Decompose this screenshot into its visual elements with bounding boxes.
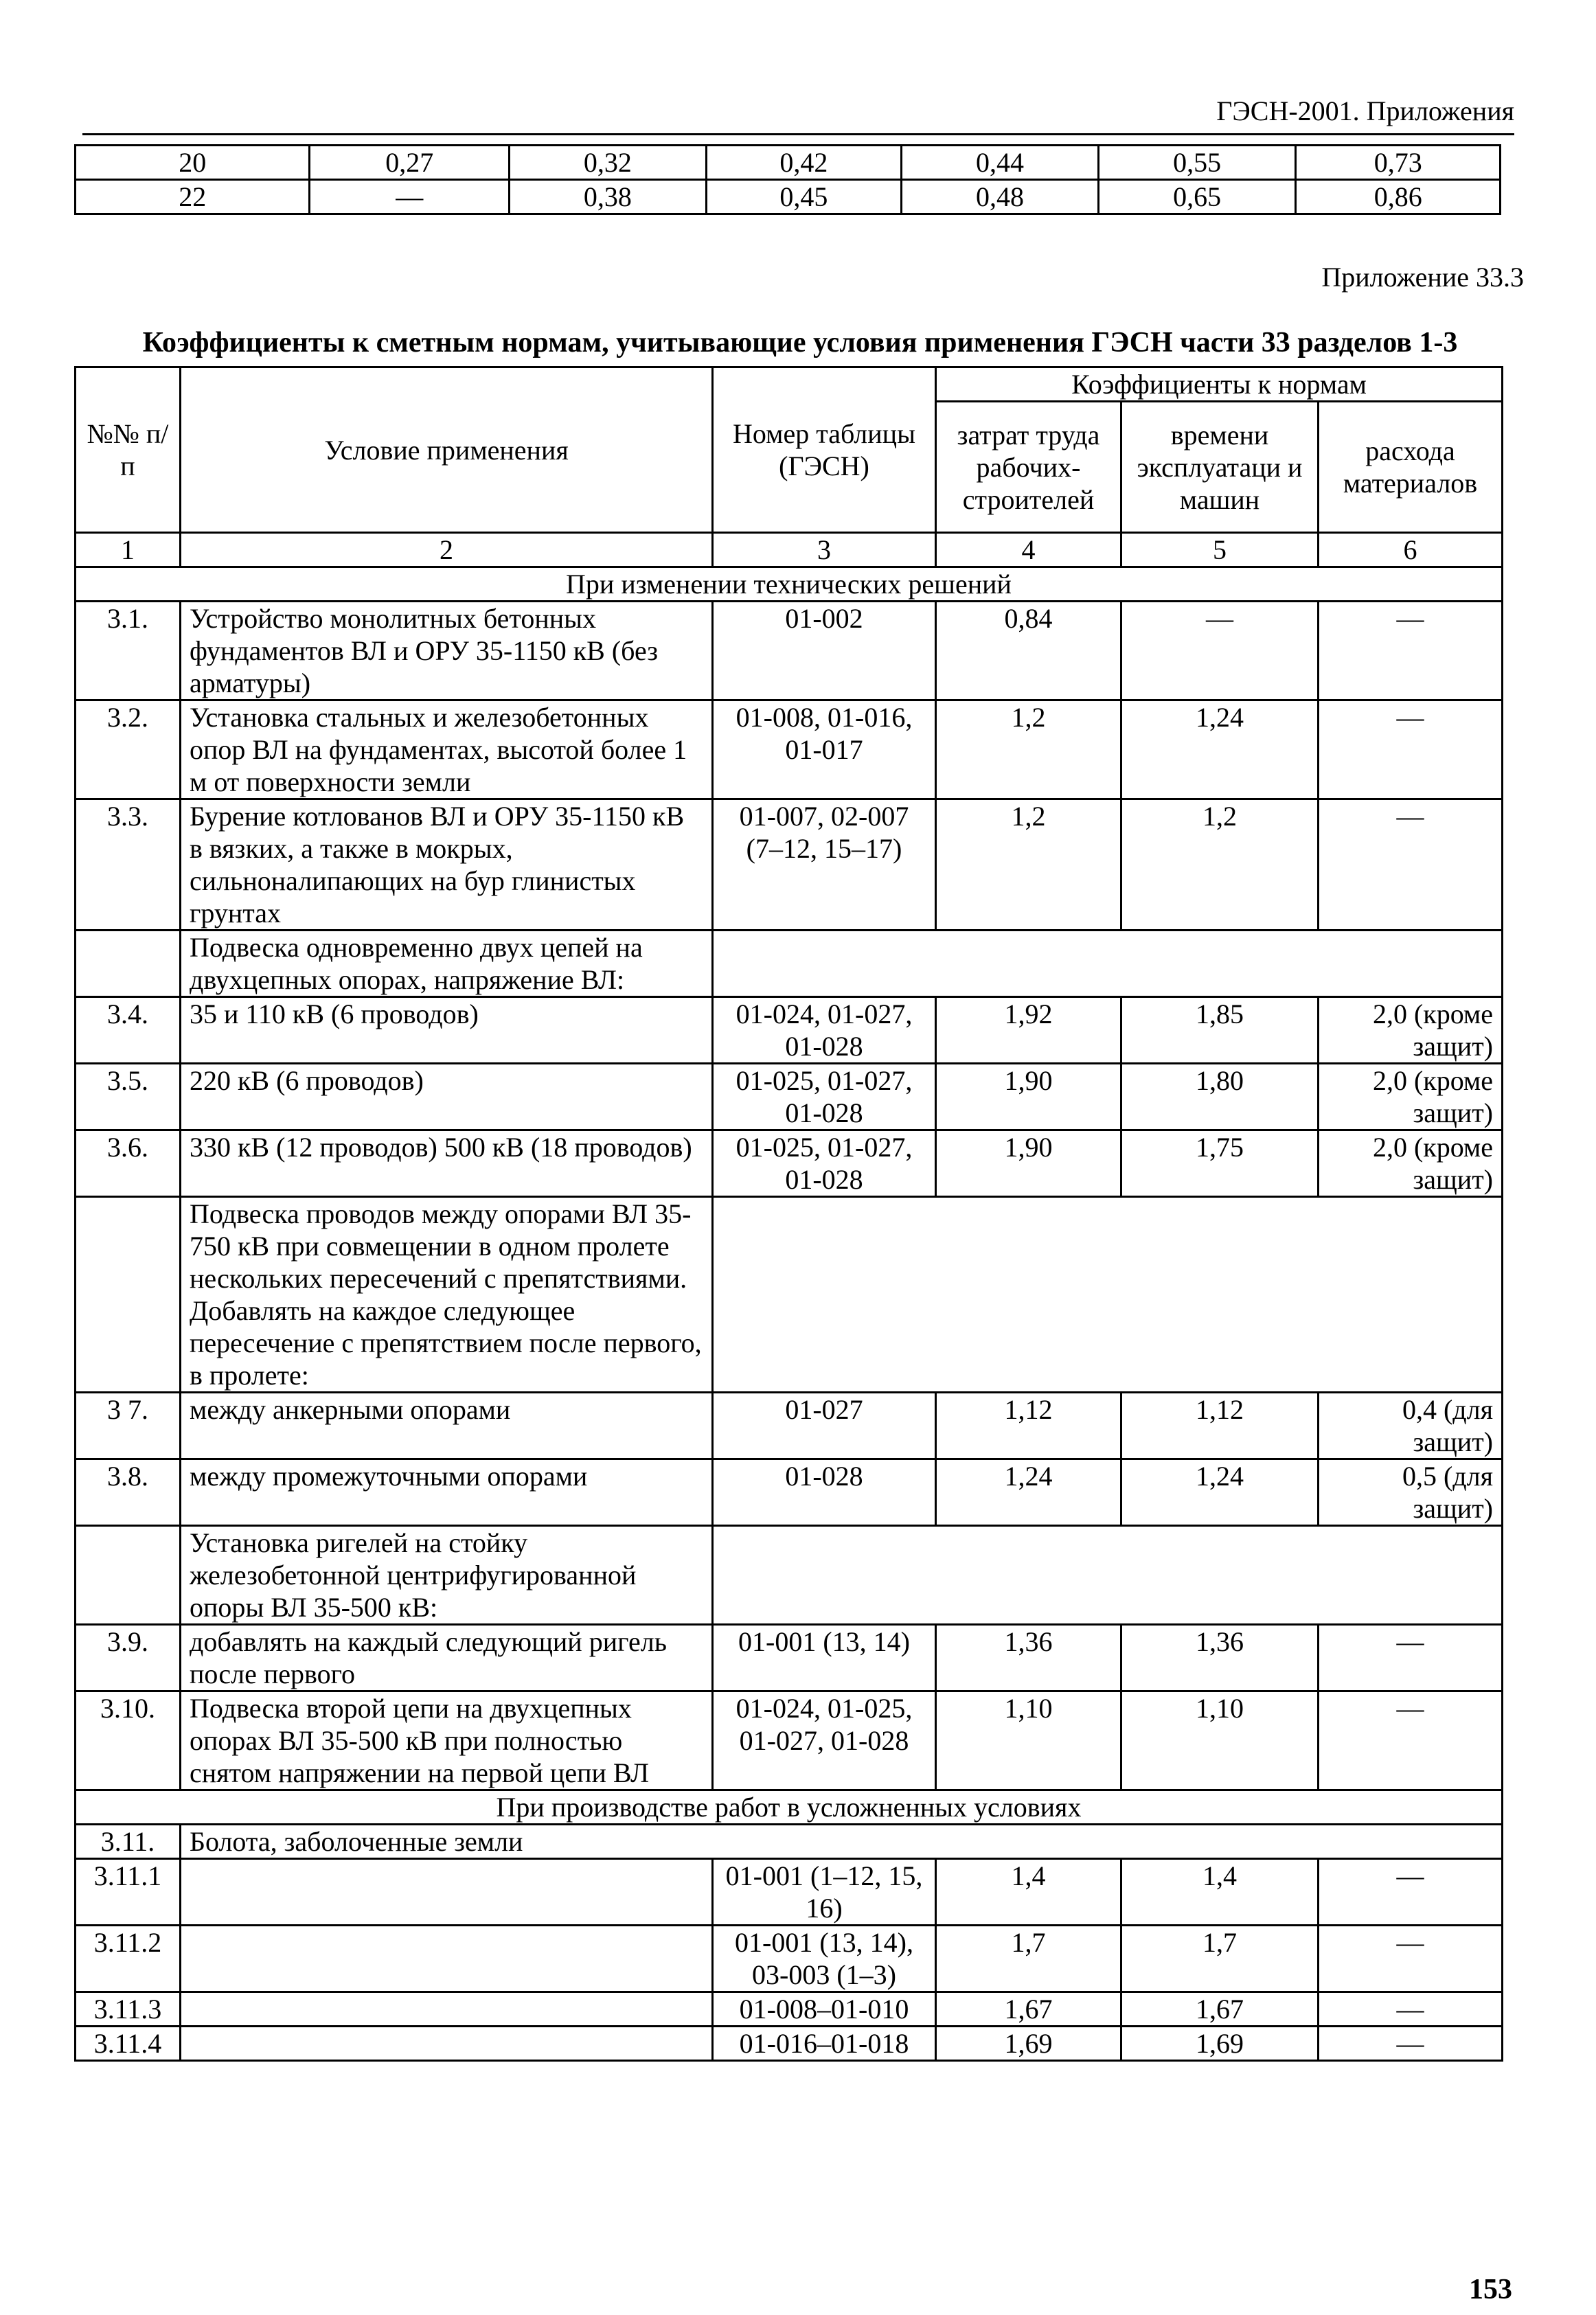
row-table-no: 01-008–01-010 — [713, 1992, 936, 2027]
row-labor: 1,24 — [936, 1459, 1121, 1526]
row-number: 3.9. — [76, 1625, 181, 1691]
column-number: 1 — [76, 533, 181, 567]
row-condition: 330 кВ (12 проводов) 500 кВ (18 проводов) — [181, 1130, 713, 1197]
row-condition — [181, 2027, 713, 2061]
row-number: 3.11.2 — [76, 1926, 181, 1992]
row-machines: 1,4 — [1121, 1859, 1319, 1926]
row-table-no: 01-001 (13, 14), 03-003 (1–3) — [713, 1926, 936, 1992]
row-table-no: 01-007, 02-007 (7–12, 15–17) — [713, 799, 936, 931]
row-materials: — — [1319, 602, 1503, 700]
row-table-no: 01-025, 01-027, 01-028 — [713, 1064, 936, 1130]
row-number: 3.3. — [76, 799, 181, 931]
table-cell: 20 — [76, 146, 310, 180]
row-labor: 1,90 — [936, 1130, 1121, 1197]
row-machines: 1,24 — [1121, 1459, 1319, 1526]
group-empty — [713, 1526, 1503, 1625]
group-row — [76, 1526, 1503, 1625]
row-materials: — — [1319, 1625, 1503, 1691]
section-heading: При изменении технических решений — [76, 567, 1503, 602]
row-machines: — — [1121, 602, 1319, 700]
row-condition: 35 и 110 кВ (6 проводов) — [181, 997, 713, 1064]
row-number: 3.11. — [76, 1825, 181, 1859]
row-table-no: 01-016–01-018 — [713, 2027, 936, 2061]
table-row — [76, 1926, 1503, 1992]
row-condition — [181, 1926, 713, 1992]
row-materials: 0,5 (для защит) — [1319, 1459, 1503, 1526]
row-number: 3.11.1 — [76, 1859, 181, 1926]
row-condition: Устройство монолитных бетонных фундаментов ВЛ и ОРУ 35-1150 кВ (без арматуры) — [181, 602, 713, 700]
row-materials: — — [1319, 1691, 1503, 1790]
header-condition: Условие применения — [181, 367, 713, 533]
table-row — [76, 1691, 1503, 1790]
row-table-no: 01-027 — [713, 1393, 936, 1459]
table-cell: 0,32 — [510, 146, 707, 180]
row-table-no: 01-002 — [713, 602, 936, 700]
row-table-no: 01-028 — [713, 1459, 936, 1526]
row-machines: 1,80 — [1121, 1064, 1319, 1130]
row-table-no: 01-024, 01-025, 01-027, 01-028 — [713, 1691, 936, 1790]
row-labor: 0,84 — [936, 602, 1121, 700]
row-condition: 220 кВ (6 проводов) — [181, 1064, 713, 1130]
row-labor: 1,10 — [936, 1691, 1121, 1790]
row-materials: 2,0 (кроме защит) — [1319, 1130, 1503, 1197]
row-condition: Бурение котлованов ВЛ и ОРУ 35-1150 кВ в вязких, а также в мокрых, сильноналипающих на бур глинистых грунтах — [181, 799, 713, 931]
table-row — [76, 1625, 1503, 1691]
continued-table — [74, 144, 1501, 215]
row-machines: 1,36 — [1121, 1625, 1319, 1691]
table-cell: 0,55 — [1098, 146, 1296, 180]
row-machines: 1,75 — [1121, 1130, 1319, 1197]
header-labor: затрат труда рабочих-строителей — [936, 402, 1121, 533]
table-row — [76, 180, 1501, 214]
table-row — [76, 1393, 1503, 1459]
row-number — [76, 1526, 181, 1625]
table-cell: 22 — [76, 180, 310, 214]
column-number: 2 — [181, 533, 713, 567]
table-cell: — — [310, 180, 510, 214]
page-number: 153 — [1469, 2274, 1512, 2305]
row-machines: 1,67 — [1121, 1992, 1319, 2027]
row-number: 3.11.4 — [76, 2027, 181, 2061]
row-labor: 1,90 — [936, 1064, 1121, 1130]
group-heading: Подвеска проводов между опорами ВЛ 35-750 кВ при совмещении в одном пролете нескольких пересечений с препятствиями. Добавлять на каждое следующее пересечение с препятствием после первого, в пролете: — [181, 1197, 713, 1393]
table-cell: 0,48 — [902, 180, 1099, 214]
row-machines: 1,85 — [1121, 997, 1319, 1064]
row-condition — [181, 1992, 713, 2027]
row-condition: Подвеска второй цепи на двухцепных опорах ВЛ 35-500 кВ при полностью снятом напряжении на первой цепи ВЛ — [181, 1691, 713, 1790]
table-row — [76, 1825, 1503, 1859]
table-row — [76, 1859, 1503, 1926]
table-row — [76, 602, 1503, 700]
section-row — [76, 1790, 1503, 1825]
row-materials: — — [1319, 1992, 1503, 2027]
table-title: Коэффициенты к сметным нормам, учитывающие условия применения ГЭСН части 33 разделов 1-3 — [142, 327, 1458, 358]
coefficients-table — [74, 366, 1503, 2062]
table-row — [76, 1459, 1503, 1526]
row-machines: 1,10 — [1121, 1691, 1319, 1790]
row-materials: 2,0 (кроме защит) — [1319, 1064, 1503, 1130]
header-materials: расхода материалов — [1319, 402, 1503, 533]
column-number: 5 — [1121, 533, 1319, 567]
table-row — [76, 2027, 1503, 2061]
row-condition: добавлять на каждый следующий ригель после первого — [181, 1625, 713, 1691]
table-row — [76, 146, 1501, 180]
section-row — [76, 567, 1503, 602]
table-cell: 0,86 — [1296, 180, 1501, 214]
row-labor: 1,2 — [936, 700, 1121, 799]
column-number-row — [76, 533, 1503, 567]
table-cell: 0,65 — [1098, 180, 1296, 214]
row-number: 3.10. — [76, 1691, 181, 1790]
row-materials: — — [1319, 2027, 1503, 2061]
row-labor: 1,2 — [936, 799, 1121, 931]
row-machines: 1,7 — [1121, 1926, 1319, 1992]
row-materials: 2,0 (кроме защит) — [1319, 997, 1503, 1064]
table-cell: 0,45 — [706, 180, 902, 214]
table-cell: 0,73 — [1296, 146, 1501, 180]
row-machines: 1,2 — [1121, 799, 1319, 931]
table-row — [76, 799, 1503, 931]
row-materials: 0,4 (для защит) — [1319, 1393, 1503, 1459]
table-cell: 0,44 — [902, 146, 1099, 180]
table-cell: 0,27 — [310, 146, 510, 180]
row-number: 3.8. — [76, 1459, 181, 1526]
group-heading: Установка ригелей на стойку железобетонной центрифугированной опоры ВЛ 35-500 кВ: — [181, 1526, 713, 1625]
row-labor: 1,69 — [936, 2027, 1121, 2061]
group-row — [76, 931, 1503, 997]
row-labor: 1,4 — [936, 1859, 1121, 1926]
header-coefficients: Коэффициенты к нормам — [936, 367, 1503, 402]
row-labor: 1,36 — [936, 1625, 1121, 1691]
row-labor: 1,7 — [936, 1926, 1121, 1992]
row-number: 3.1. — [76, 602, 181, 700]
group-row — [76, 1197, 1503, 1393]
row-materials: — — [1319, 799, 1503, 931]
row-labor: 1,67 — [936, 1992, 1121, 2027]
row-number — [76, 1197, 181, 1393]
row-condition: Болота, заболоченные земли — [181, 1825, 1503, 1859]
row-materials: — — [1319, 1926, 1503, 1992]
table-cell: 0,38 — [510, 180, 707, 214]
group-empty — [713, 1197, 1503, 1393]
group-heading: Подвеска одновременно двух цепей на двухцепных опорах, напряжение ВЛ: — [181, 931, 713, 997]
header-num: №№ п/п — [76, 367, 181, 533]
table-cell: 0,42 — [706, 146, 902, 180]
row-number: 3.2. — [76, 700, 181, 799]
row-labor: 1,92 — [936, 997, 1121, 1064]
row-number: 3.5. — [76, 1064, 181, 1130]
table-header-row — [76, 367, 1503, 402]
header-table-no: Номер таблицы (ГЭСН) — [713, 367, 936, 533]
running-title: ГЭСН-2001. Приложения — [1216, 95, 1514, 126]
table-row — [76, 1130, 1503, 1197]
column-number: 6 — [1319, 533, 1503, 567]
row-materials: — — [1319, 1859, 1503, 1926]
row-table-no: 01-001 (13, 14) — [713, 1625, 936, 1691]
row-condition: между анкерными опорами — [181, 1393, 713, 1459]
row-number — [76, 931, 181, 997]
column-number: 4 — [936, 533, 1121, 567]
table-row — [76, 1064, 1503, 1130]
row-condition — [181, 1859, 713, 1926]
row-table-no: 01-008, 01-016, 01-017 — [713, 700, 936, 799]
row-machines: 1,12 — [1121, 1393, 1319, 1459]
row-labor: 1,12 — [936, 1393, 1121, 1459]
row-condition: между промежуточными опорами — [181, 1459, 713, 1526]
row-condition: Установка стальных и железобетонных опор ВЛ на фундаментах, высотой более 1 м от поверхности земли — [181, 700, 713, 799]
row-materials: — — [1319, 700, 1503, 799]
row-machines: 1,69 — [1121, 2027, 1319, 2061]
section-heading: При производстве работ в усложненных условиях — [76, 1790, 1503, 1825]
column-number: 3 — [713, 533, 936, 567]
row-number: 3.4. — [76, 997, 181, 1064]
row-number: 3 7. — [76, 1393, 181, 1459]
row-machines: 1,24 — [1121, 700, 1319, 799]
group-empty — [713, 931, 1503, 997]
row-table-no: 01-025, 01-027, 01-028 — [713, 1130, 936, 1197]
table-row — [76, 700, 1503, 799]
header-rule — [82, 133, 1514, 135]
table-row — [76, 997, 1503, 1064]
row-table-no: 01-001 (1–12, 15, 16) — [713, 1859, 936, 1926]
row-number: 3.11.3 — [76, 1992, 181, 2027]
header-machines: времени эксплуатаци и машин — [1121, 402, 1319, 533]
row-number: 3.6. — [76, 1130, 181, 1197]
appendix-label: Приложение 33.3 — [1321, 262, 1524, 293]
row-table-no: 01-024, 01-027, 01-028 — [713, 997, 936, 1064]
table-row — [76, 1992, 1503, 2027]
